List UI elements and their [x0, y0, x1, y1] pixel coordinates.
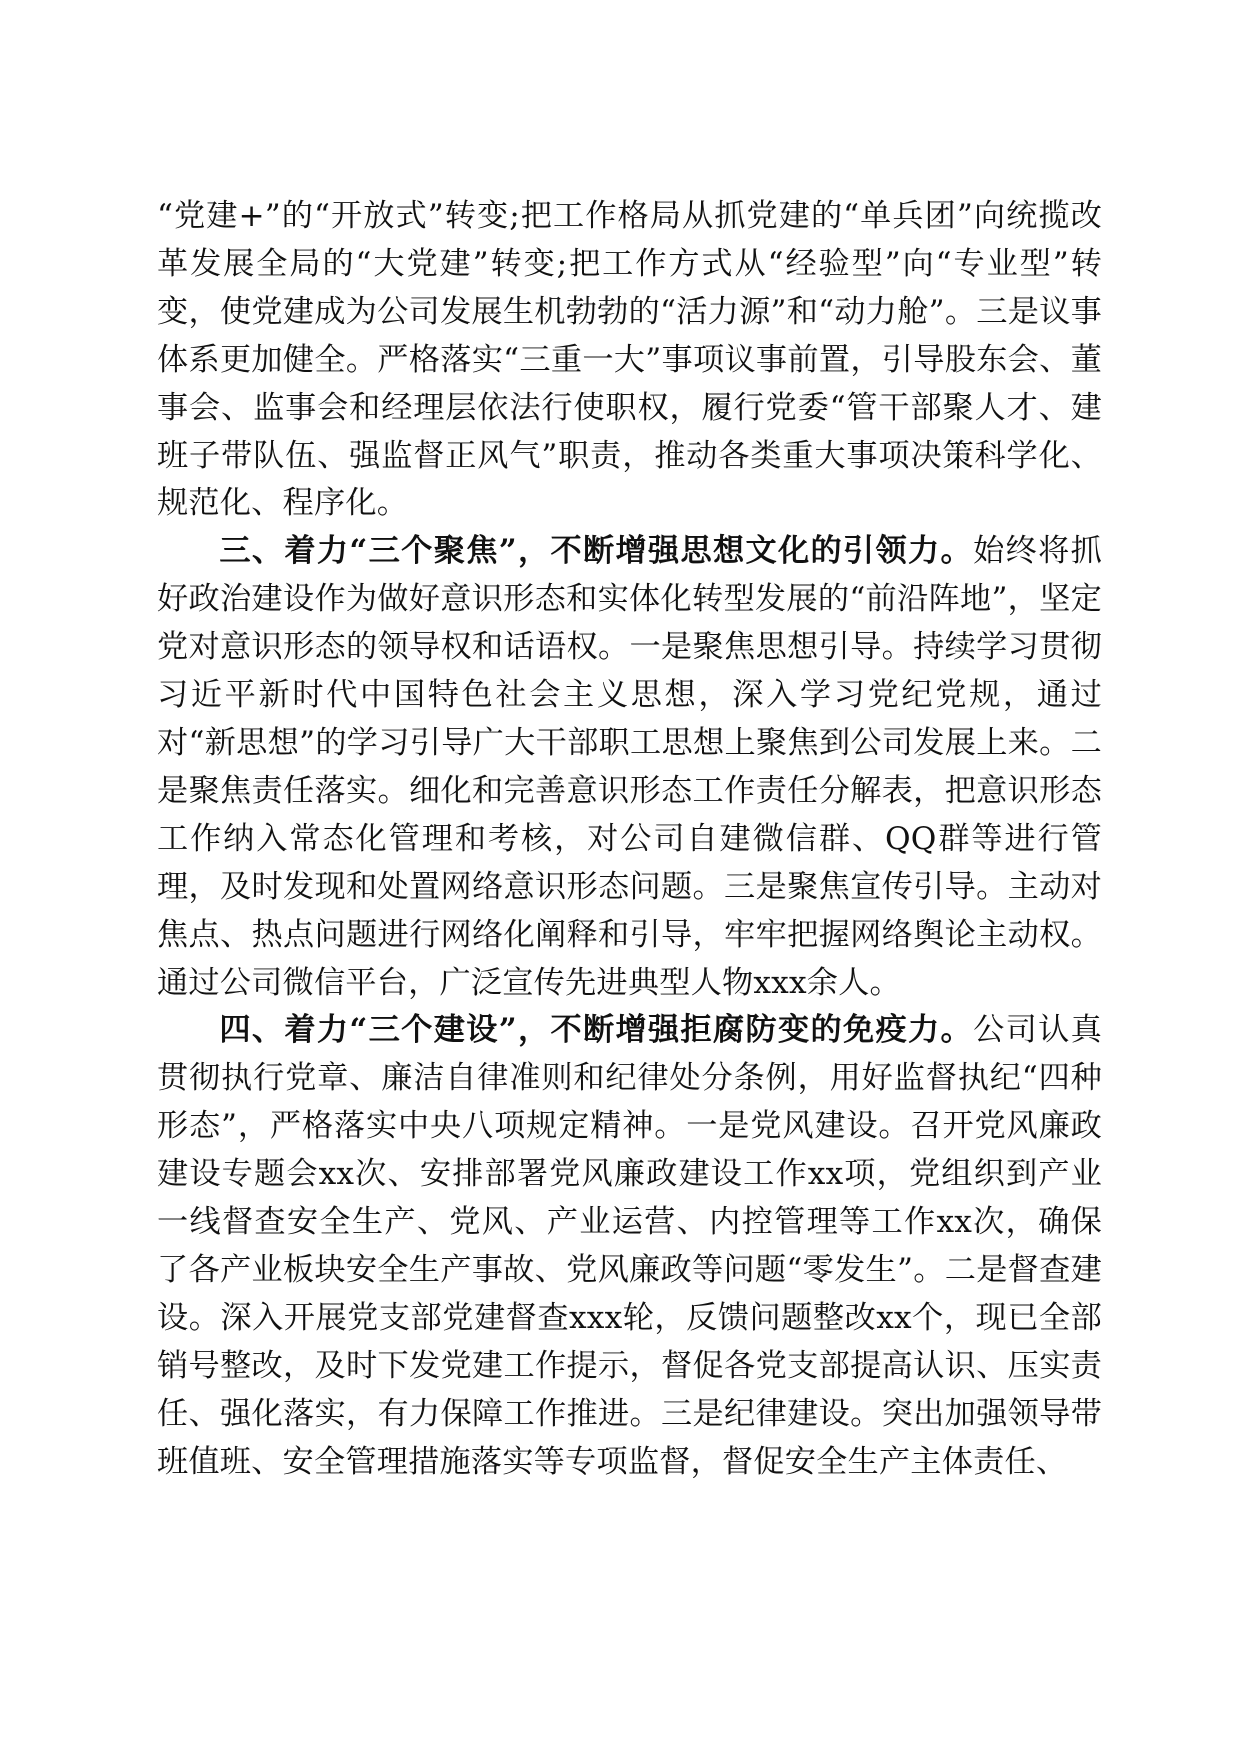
paragraph-2-body: 始终将抓好政治建设作为做好意识形态和实体化转型发展的“前沿阵地”，坚定党对意识形态的领导权和话语权。一是聚焦思想引导。持续学习贯彻习近平新时代中国特色社会主义思想，深入学习党纪党规，通过对“新思想”的学习引导广大干部职工思想上聚焦到公司发展上来。二是聚焦责任落实。细化和完善意识形态工作责任分解表，把意识形态工作纳入常态化管理和考核，对公司自建微信群、QQ群等进行管理，及时发现和处置网络意识形态问题。三是聚焦宣传引导。主动对焦点、热点问题进行网络化阐释和引导，牢牢把握网络舆论主动权。通过公司微信平台，广泛宣传先进典型人物xxx余人。 — [157, 533, 1102, 1001]
paragraph-1 — [157, 193, 1102, 528]
section-4-heading: 四、着力“三个建设”，不断增强拒腐防变的免疫力。 — [219, 1012, 974, 1049]
paragraph-3 — [157, 1007, 1102, 1486]
paragraph-3-body: 公司认真贯彻执行党章、廉洁自律准则和纪律处分条例，用好监督执纪“四种形态”，严格落实中央八项规定精神。一是党风建设。召开党风廉政建设专题会xx次、安排部署党风廉政建设工作xx项，党组织到产业一线督查安全生产、党风、产业运营、内控管理等工作xx次，确保了各产业板块安全生产事故、党风廉政等问题“零发生”。二是督查建设。深入开展党支部党建督查xxx轮，反馈问题整改xx个，现已全部销号整改，及时下发党建工作提示，督促各党支部提高认识、压实责任、强化落实，有力保障工作推进。三是纪律建设。突出加强领导带班值班、安全管理措施落实等专项监督，督促安全生产主体责任、 — [157, 1012, 1102, 1480]
paragraph-1-body: “党建+”的“开放式”转变;把工作格局从抓党建的“单兵团”向统揽改革发展全局的“大党建”转变;把工作方式从“经验型”向“专业型”转变，使党建成为公司发展生机勃勃的“活力源”和“动力舱”。三是议事体系更加健全。严格落实“三重一大”事项议事前置，引导股东会、董事会、监事会和经理层依法行使职权，履行党委“管干部聚人才、建班子带队伍、强监督正风气”职责，推动各类重大事项决策科学化、规范化、程序化。 — [157, 198, 1102, 522]
section-3-heading: 三、着力“三个聚焦”，不断增强思想文化的引领力。 — [219, 533, 974, 570]
document-page — [157, 193, 1102, 1486]
paragraph-2 — [157, 528, 1102, 1007]
